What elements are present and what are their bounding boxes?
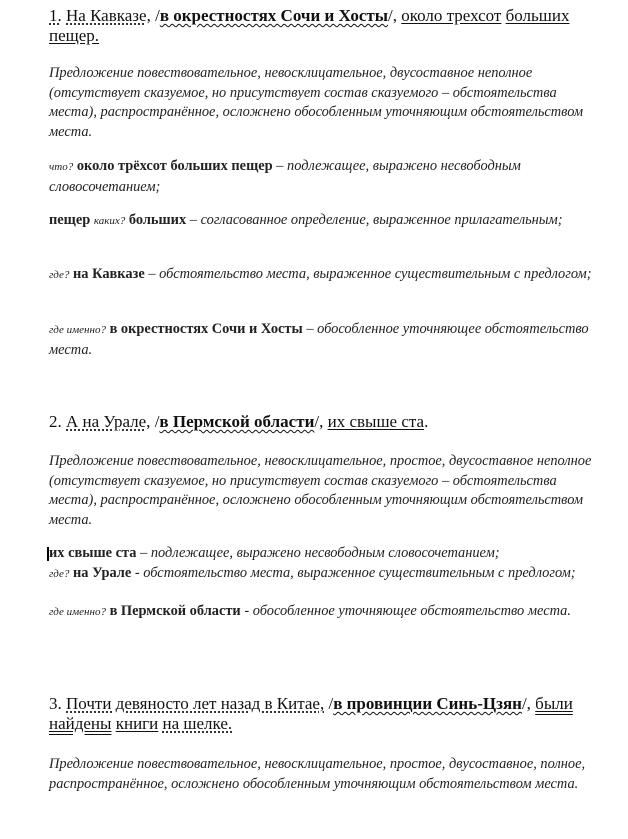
sentence-2-subject-analysis: их свыше ста – подлежащее, выражено несвободным словосочетанием; [49, 545, 500, 561]
sentence-1-number: 1. [49, 6, 62, 25]
sentence-3-description: Предложение повествовательное, невосклицательное, простое, двусоставное, полное, распространённое, осложнено обособленным уточняющим обстоятельством места. [49, 756, 586, 792]
sentence-3-title [49, 694, 606, 734]
sentence-1-title [49, 6, 606, 46]
sentence-1-subject-b: больших [505, 6, 570, 25]
sentence-1-subject-analysis: что? около трёхсот больших пещер – подлежащее, выражено несвободным словосочетанием; [49, 158, 521, 195]
sentence-3-adverbial-2: на шелке. [162, 714, 233, 733]
sentence-1-subject-c: пещер. [49, 26, 100, 45]
sentence-1-description: Предложение повествовательное, невосклицательное, двусоставное неполное (отсутствует сказуемое, но присутствует состав сказуемого – обстоятельства места), распространённое, осложнено обособленным уточняющим обстоятельством места. [49, 65, 584, 140]
sentence-1-spec-text: в окрестностях Сочи и Хосты [159, 6, 388, 25]
sentence-2-spec-analysis: где именно? в Пермской области - обособленное уточняющее обстоятельство места. [49, 603, 571, 619]
sentence-2-subject: их свыше ста [327, 412, 425, 431]
sentence-2-number: 2. [49, 412, 62, 431]
sentence-1-subject-a: около трехсот [401, 6, 502, 25]
sentence-3-adverbial: Почти девяносто лет назад в Китае, [66, 694, 325, 713]
sentence-2-place-analysis: где? на Урале - обстоятельство места, выраженное существительным с предлогом; [49, 565, 576, 581]
sentence-2-spec-text: в Пермской области [159, 412, 315, 431]
sentence-1-spec-analysis: где именно? в окрестностях Сочи и Хосты – обособленное уточняющее обстоятельство места. [49, 321, 589, 358]
sentence-3-spec: /в провинции Синь-Цзян/, [328, 694, 531, 713]
sentence-3-spec-text: в провинции Синь-Цзян [333, 694, 522, 713]
sentence-3-predicate: были найдены [49, 694, 573, 733]
sentence-1-spec: /в окрестностях Сочи и Хосты/, [155, 6, 397, 25]
sentence-1-place-analysis: где? на Кавказе – обстоятельство места, выраженное существительным с предлогом; [49, 266, 592, 282]
sentence-1-adverbial: На Кавказе, [66, 6, 151, 25]
sentence-2-spec: /в Пермской области/, [154, 412, 324, 431]
sentence-2-adverbial: А на Урале, [66, 412, 151, 431]
sentence-1-attribute-analysis: пещер каких? больших – согласованное определение, выраженное прилагательным; [49, 212, 563, 228]
sentence-3-subject: книги [115, 714, 159, 733]
sentence-2-title: 2. А на Урале, /в Пермской области/, их свыше ста. [49, 412, 429, 431]
sentence-3-number: 3. [49, 694, 62, 713]
sentence-2-description: Предложение повествовательное, невосклицательное, простое, двусоставное неполное (отсутствует сказуемое, но присутствует состав сказуемого – обстоятельства места), распространённое, осложнено обособленным уточняющим обстоятельством места. [49, 453, 592, 528]
